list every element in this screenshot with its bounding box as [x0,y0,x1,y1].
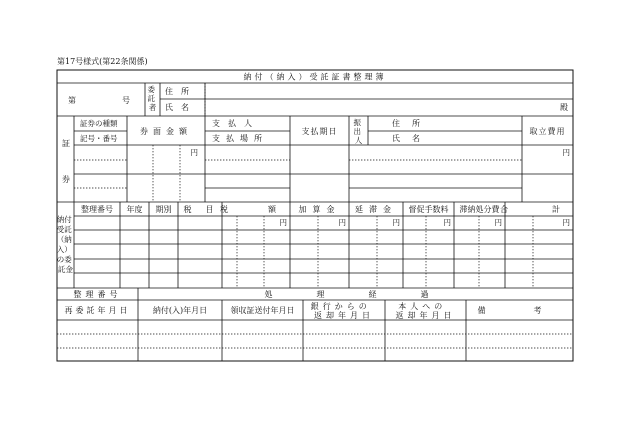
reconsign-date-header: 再委託年月日 [64,306,131,315]
disposition-fee-yen: 円 [494,218,502,227]
period-header: 期別 [155,205,172,214]
late-fee-header: 延滞金 [355,205,397,214]
consignor-label [148,84,158,112]
consignment-side-line-3: （納 [56,235,72,244]
ref-no-header: 整理番号 [81,205,113,214]
collection-fee-label: 取立費用 [529,127,566,136]
disposition-fee-header: 滞納処分費 [459,205,500,214]
person-return-date-header [396,301,456,320]
late-fee-yen: 円 [392,218,400,227]
collection-fee-yen: 円 [562,148,570,157]
consignment-side-line-1: 納付 [56,215,72,224]
drawer-name-label: 氏 名 [392,134,422,143]
securities-side-label-bottom: 券 [62,175,70,184]
bank-return-line-2: 返却年月日 [314,311,374,320]
consignment-side-line-2: 受託 [56,225,72,234]
remarks-header: 備 考 [477,306,562,315]
due-date-label: 支払期日 [301,127,338,136]
payment-place-label: 支払場所 [212,134,268,143]
name-label: 氏 名 [165,103,189,112]
total-header: 合 計 [500,205,578,214]
receipt-sent-date-header: 領収証送付年月日 [230,306,295,315]
tax-amount-header: 税 額 [220,205,292,214]
address-label: 住 所 [165,87,189,96]
reminder-fee-header: 督促手数料 [408,205,449,214]
number-suffix: 号 [122,96,130,105]
process-label: 処 理 経 過 [264,290,447,299]
consignor-label-3: 者 [148,103,157,112]
person-return-line-2: 返却年月日 [395,311,456,320]
drawer-label [354,117,364,145]
drawer-label-3: 人 [354,136,363,145]
bottom-ref-no-label: 整理番号 [73,290,122,299]
securities-side-label-top: 証 [62,139,70,148]
reminder-fee-yen: 円 [443,218,451,227]
number-label: 第 [68,96,76,105]
face-value-yen: 円 [190,148,198,157]
tax-item-header: 税 目 [183,205,217,214]
person-return-line-1: 本人への [398,302,447,311]
total-yen: 円 [562,218,570,227]
honorific: 殿 [560,103,568,112]
fiscal-year-header: 年度 [126,205,143,214]
consignor-label-2: 託 [147,94,156,103]
drawer-label-1: 振 [353,118,362,127]
drawer-label-2: 出 [353,127,362,136]
consignment-side-label [57,214,74,274]
form-number: 第17号様式(第22条関係) [57,57,148,66]
bank-return-date-header [311,301,378,320]
additional-tax-yen: 円 [338,218,346,227]
additional-tax-header: 加算金 [298,205,341,214]
securities-code-label: 記号・番号 [80,134,118,143]
form-title: 納付（納入）受託証書整理簿 [243,72,387,82]
consignment-side-line-5: の委 [56,255,72,264]
consignment-side-line-4: 入） [56,245,72,254]
consignment-side-line-6: 託金 [58,265,73,274]
securities-type-label: 証券の種類 [80,119,118,128]
bank-return-line-1: 銀行からの [310,302,371,311]
payment-date-header: 納付(入)年月日 [152,306,208,315]
payer-label: 支 払 人 [212,119,252,128]
tax-amount-yen: 円 [279,218,287,227]
face-value-label: 券面金額 [140,127,192,136]
consignor-label-1: 委 [147,85,156,94]
drawer-address-label: 住 所 [392,119,422,128]
